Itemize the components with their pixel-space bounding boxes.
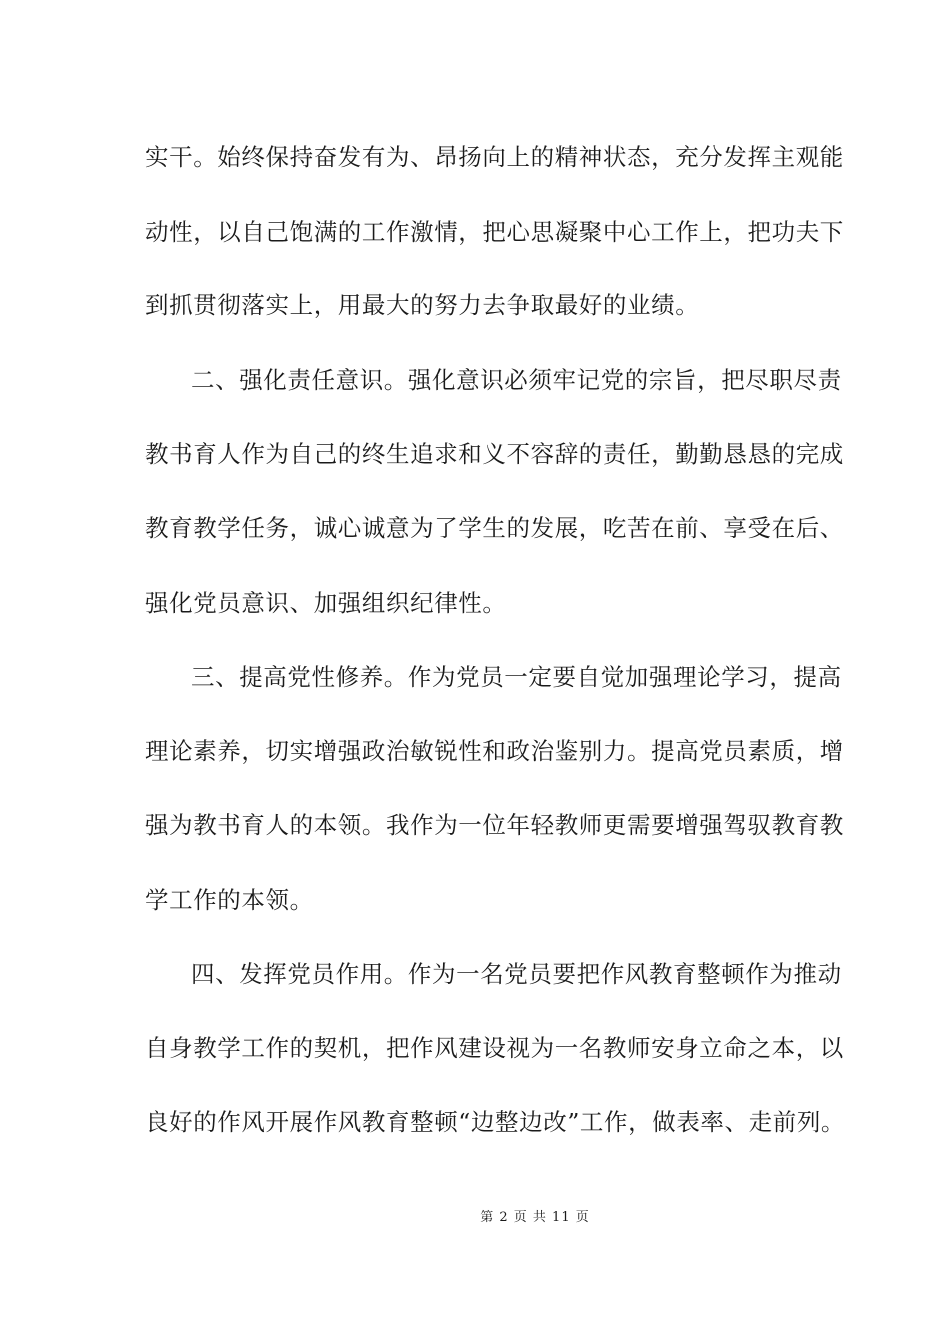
text-line: 教书育人作为自己的终生追求和义不容辞的责任，勤勤恳恳的完成 <box>145 440 844 468</box>
page-number-footer: 第 2 页 共 11 页 <box>480 1210 590 1225</box>
text-line: 实干。始终保持奋发有为、昂扬向上的精神状态，充分发挥主观能 <box>145 143 844 171</box>
paragraph-heading-line: 四、发挥党员作用。作为一名党员要把作风教育整顿作为推动 <box>191 960 842 988</box>
paragraph-heading-line: 二、强化责任意识。强化意识必须牢记党的宗旨，把尽职尽责 <box>191 366 842 394</box>
text-line: 学工作的本领。 <box>145 886 314 914</box>
text-line: 到抓贯彻落实上，用最大的努力去争取最好的业绩。 <box>145 291 700 319</box>
text-line: 理论素养，切实增强政治敏锐性和政治鉴别力。提高党员素质，增 <box>145 737 844 765</box>
text-line: 强为教书育人的本领。我作为一位年轻教师更需要增强驾驭教育教 <box>145 811 844 839</box>
text-line: 自身教学工作的契机，把作风建设视为一名教师安身立命之本，以 <box>145 1034 844 1062</box>
text-line: 良好的作风开展作风教育整顿“边整边改”工作，做表率、走前列。 <box>145 1108 846 1136</box>
text-line: 强化党员意识、加强组织纪律性。 <box>145 589 507 617</box>
text-line: 教育教学任务，诚心诚意为了学生的发展，吃苦在前、享受在后、 <box>145 514 844 542</box>
text-line: 动性，以自己饱满的工作激情，把心思凝聚中心工作上，把功夫下 <box>145 218 844 246</box>
paragraph-heading-line: 三、提高党性修养。作为党员一定要自觉加强理论学习，提高 <box>191 663 842 691</box>
